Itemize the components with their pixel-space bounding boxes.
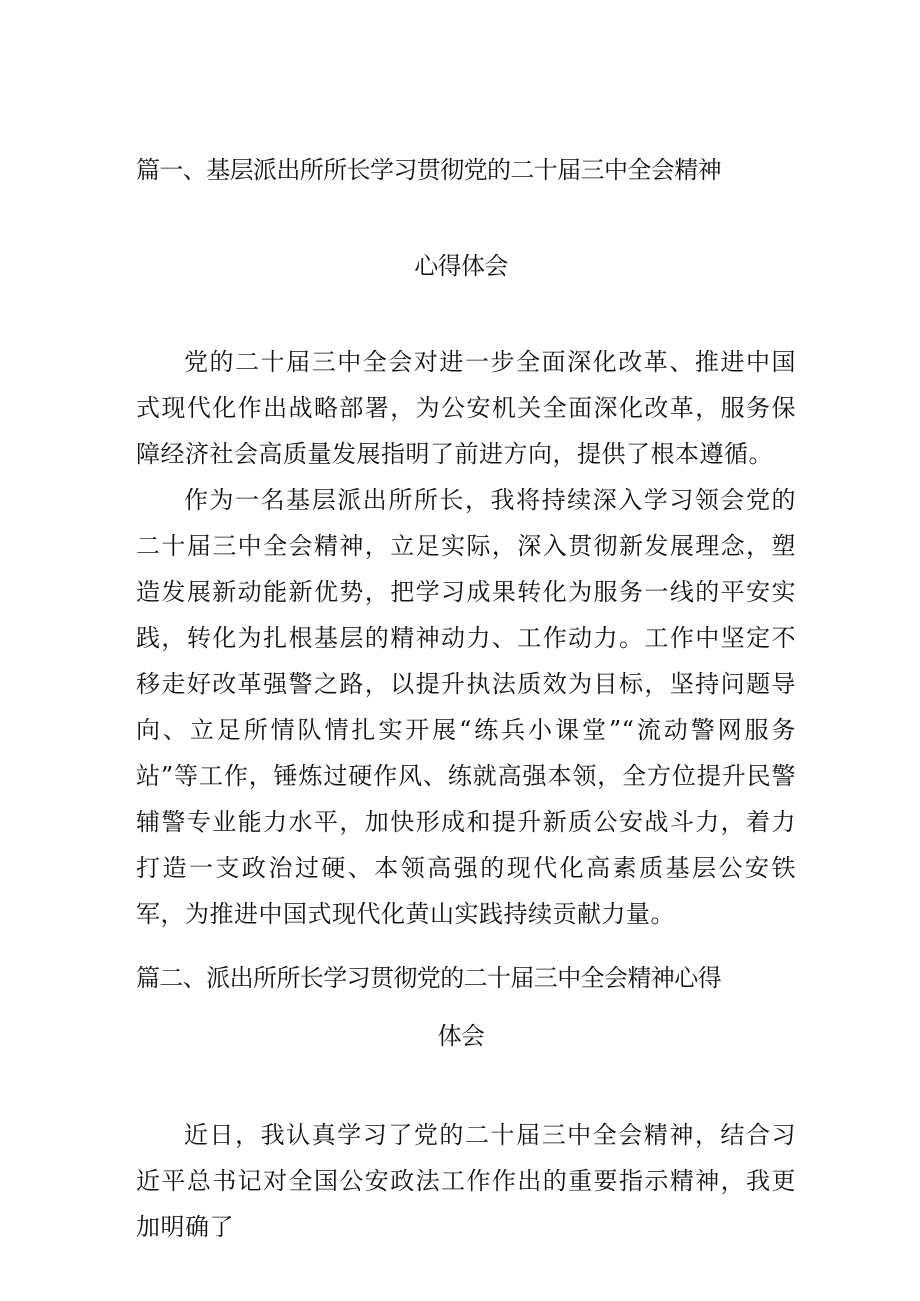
section1-title-line2: 心得体会 (414, 252, 508, 280)
section1-paragraph-1: 党的二十届三中全会对进一步全面深化改革、推进中国式现代化作出战略部署，为公安机关全面深化改革，服务保障经济社会高质量发展指明了前进方向，提供了根本遵循。 (136, 348, 796, 468)
section2-title-line1: 篇二、派出所所长学习贯彻党的二十届三中全会精神心得 (136, 964, 721, 992)
section1-paragraph-2: 作为一名基层派出所所长，我将持续深入学习领会党的二十届三中全会精神，立足实际，深入贯彻新发展理念，塑造发展新动能新优势，把学习成果转化为服务一线的平安实践，转化为扎根基层的精神动力、工作动力。工作中坚定不移走好改革强警之路，以提升执法质效为目标，坚持问题导向、立足所情队情扎实开展“练兵小课堂”“流动警网服务站”等工作，锤炼过硬作风、练就高强本领，全方位提升民警辅警专业能力水平，加快形成和提升新质公安战斗力，着力打造一支政治过硬、本领高强的现代化高素质基层公安铁军，为推进中国式现代化黄山实践持续贡献力量。 (136, 486, 796, 928)
section1-title-line1: 篇一、基层派出所所长学习贯彻党的二十届三中全会精神 (136, 156, 721, 184)
section2-paragraph-1: 近日，我认真学习了党的二十届三中全会精神，结合习近平总书记对全国公安政法工作作出的重要指示精神，我更加明确了 (136, 1121, 796, 1241)
section2-title-line2: 体会 (437, 1022, 485, 1050)
